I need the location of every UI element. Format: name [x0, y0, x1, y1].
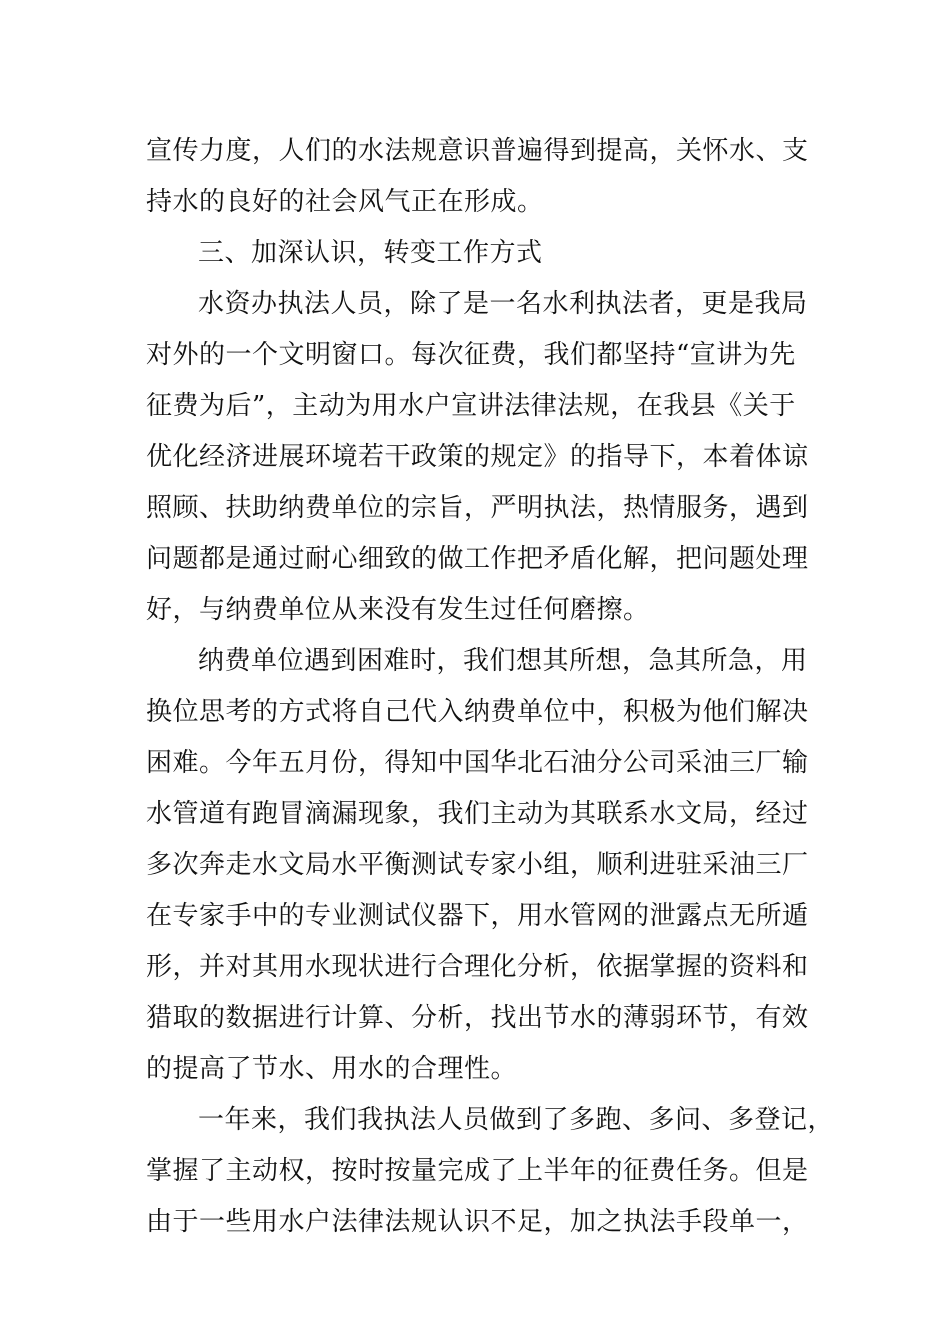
text-line: 多次奔走水文局水平衡测试专家小组，顺利进驻采油三厂	[146, 850, 809, 880]
text-line: 宣传力度，人们的水法规意识普遍得到提高，关怀水、支	[146, 136, 809, 166]
text-line: 持水的良好的社会风气正在形成。	[146, 187, 544, 217]
text-line: 困难。今年五月份，得知中国华北石油分公司采油三厂输	[146, 748, 809, 778]
document-body	[146, 126, 835, 1248]
text-line: 照顾、扶助纳费单位的宗旨，严明执法，热情服务，遇到	[146, 493, 809, 523]
paragraph-first-line: 一年来，我们我执法人员做到了多跑、多问、多登记，	[198, 1105, 835, 1135]
section-heading: 三、加深认识，转变工作方式	[198, 238, 543, 268]
text-line: 换位思考的方式将自己代入纳费单位中，积极为他们解决	[146, 697, 809, 727]
text-line: 水管道有跑冒滴漏现象，我们主动为其联系水文局，经过	[146, 799, 809, 829]
text-line: 的提高了节水、用水的合理性。	[146, 1054, 518, 1084]
text-line: 征费为后”，主动为用水户宣讲法律法规，在我县《关于	[146, 391, 796, 421]
text-line: 在专家手中的专业测试仪器下，用水管网的泄露点无所遁	[146, 901, 809, 931]
text-line: 由于一些用水户法律法规认识不足，加之执法手段单一，	[146, 1207, 809, 1237]
text-line: 优化经济进展环境若干政策的规定》的指导下，本着体谅	[146, 442, 809, 472]
text-line: 对外的一个文明窗口。每次征费，我们都坚持“宣讲为先	[146, 340, 796, 370]
text-line: 掌握了主动权，按时按量完成了上半年的征费任务。但是	[146, 1156, 809, 1186]
paragraph-first-line: 水资办执法人员，除了是一名水利执法者，更是我局	[198, 289, 808, 319]
paragraph-first-line: 纳费单位遇到困难时，我们想其所想，急其所急，用	[198, 646, 808, 676]
text-line: 好，与纳费单位从来没有发生过任何磨擦。	[146, 595, 650, 625]
text-line: 问题都是通过耐心细致的做工作把矛盾化解，把问题处理	[146, 544, 809, 574]
text-line: 形，并对其用水现状进行合理化分析，依据掌握的资料和	[146, 952, 809, 982]
text-line: 猎取的数据进行计算、分析，找出节水的薄弱环节，有效	[146, 1003, 809, 1033]
